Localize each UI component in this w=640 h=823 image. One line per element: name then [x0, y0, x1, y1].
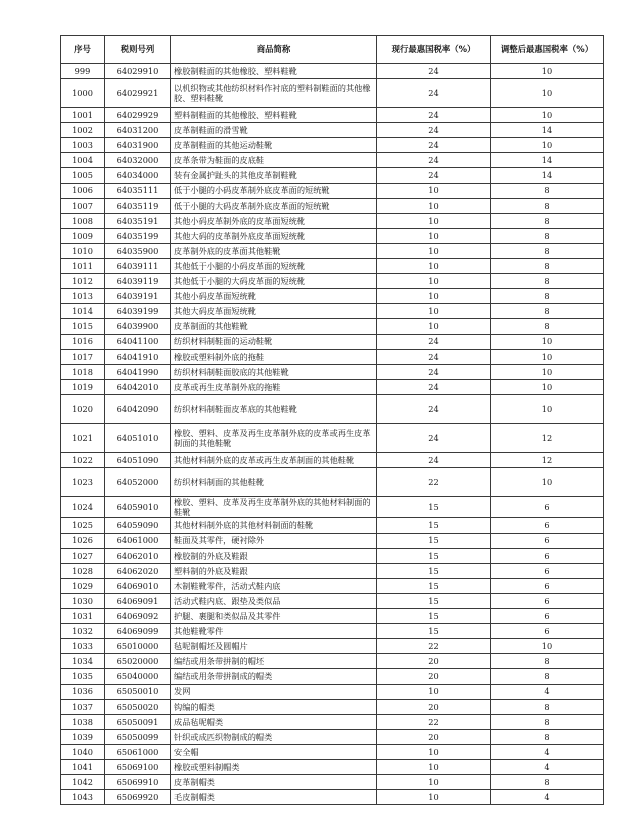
table-row [61, 138, 604, 153]
cell-seq: 1039 [61, 729, 105, 744]
cell-name: 编结或用条带拼制成的帽类 [171, 669, 377, 684]
cell-adjusted-rate: 6 [491, 518, 604, 533]
cell-adjusted-rate: 14 [491, 168, 604, 183]
table-row [61, 624, 604, 639]
cell-adjusted-rate: 8 [491, 654, 604, 669]
cell-name: 其他材料制外底的皮革或再生皮革制面的其他鞋靴 [171, 452, 377, 467]
header-name: 商品简称 [171, 36, 377, 64]
cell-adjusted-rate: 8 [491, 228, 604, 243]
cell-code: 64042010 [105, 379, 171, 394]
cell-code: 64069091 [105, 593, 171, 608]
cell-current-rate: 24 [377, 334, 491, 349]
table-row [61, 349, 604, 364]
cell-code: 64042090 [105, 394, 171, 423]
cell-name: 护腿、裹腿和类似品及其零件 [171, 609, 377, 624]
cell-seq: 1000 [61, 79, 105, 108]
cell-current-rate: 10 [377, 259, 491, 274]
cell-seq: 1016 [61, 334, 105, 349]
cell-adjusted-rate: 4 [491, 744, 604, 759]
cell-name: 活动式鞋内底、跟垫及类似品 [171, 593, 377, 608]
cell-seq: 1028 [61, 563, 105, 578]
cell-current-rate: 24 [377, 123, 491, 138]
cell-code: 64031200 [105, 123, 171, 138]
table-row [61, 213, 604, 228]
cell-current-rate: 20 [377, 729, 491, 744]
cell-name: 皮革制帽类 [171, 775, 377, 790]
cell-current-rate: 24 [377, 153, 491, 168]
cell-name: 纺织材料制面的其他鞋靴 [171, 467, 377, 496]
cell-current-rate: 24 [377, 423, 491, 452]
cell-name: 其他材料制外底的其他材料制面的鞋靴 [171, 518, 377, 533]
cell-adjusted-rate: 8 [491, 775, 604, 790]
cell-adjusted-rate: 10 [491, 394, 604, 423]
cell-current-rate: 15 [377, 578, 491, 593]
cell-code: 65050020 [105, 699, 171, 714]
cell-current-rate: 24 [377, 168, 491, 183]
cell-code: 64052000 [105, 467, 171, 496]
cell-adjusted-rate: 6 [491, 533, 604, 548]
cell-adjusted-rate: 10 [491, 64, 604, 79]
cell-seq: 1043 [61, 790, 105, 805]
cell-current-rate: 15 [377, 593, 491, 608]
cell-name: 橡胶或塑料制外底的拖鞋 [171, 349, 377, 364]
cell-adjusted-rate: 8 [491, 198, 604, 213]
table-row [61, 669, 604, 684]
cell-name: 其他大码皮革面短统靴 [171, 304, 377, 319]
cell-current-rate: 10 [377, 274, 491, 289]
cell-code: 64039191 [105, 289, 171, 304]
cell-current-rate: 10 [377, 183, 491, 198]
cell-adjusted-rate: 6 [491, 578, 604, 593]
cell-name: 橡胶制鞋面的其他橡胶、塑料鞋靴 [171, 64, 377, 79]
table-row [61, 79, 604, 108]
table-row [61, 714, 604, 729]
table-row [61, 744, 604, 759]
cell-adjusted-rate: 8 [491, 243, 604, 258]
cell-name: 塑料制鞋面的其他橡胶、塑料鞋靴 [171, 108, 377, 123]
header-current-rate: 现行最惠国税率（%） [377, 36, 491, 64]
cell-code: 64069092 [105, 609, 171, 624]
cell-code: 65050099 [105, 729, 171, 744]
cell-adjusted-rate: 6 [491, 624, 604, 639]
cell-name: 其他小码皮革面短统靴 [171, 289, 377, 304]
cell-adjusted-rate: 6 [491, 548, 604, 563]
cell-name: 鞋面及其零件，硬衬除外 [171, 533, 377, 548]
cell-current-rate: 24 [377, 138, 491, 153]
header-seq: 序号 [61, 36, 105, 64]
cell-adjusted-rate: 8 [491, 699, 604, 714]
cell-adjusted-rate: 10 [491, 138, 604, 153]
cell-name: 成品毡呢帽类 [171, 714, 377, 729]
cell-adjusted-rate: 10 [491, 108, 604, 123]
cell-seq: 999 [61, 64, 105, 79]
table-body [61, 64, 604, 805]
table-row [61, 452, 604, 467]
cell-current-rate: 24 [377, 349, 491, 364]
table-row [61, 790, 604, 805]
cell-code: 64062010 [105, 548, 171, 563]
table-row [61, 243, 604, 258]
cell-adjusted-rate: 8 [491, 274, 604, 289]
table-row [61, 684, 604, 699]
cell-adjusted-rate: 4 [491, 790, 604, 805]
cell-current-rate: 10 [377, 289, 491, 304]
cell-code: 64029910 [105, 64, 171, 79]
cell-name: 橡胶制的外底及鞋跟 [171, 548, 377, 563]
cell-adjusted-rate: 8 [491, 183, 604, 198]
cell-name: 低于小腿的大码皮革制外底皮革面的短统靴 [171, 198, 377, 213]
cell-current-rate: 24 [377, 364, 491, 379]
cell-seq: 1041 [61, 759, 105, 774]
cell-seq: 1009 [61, 228, 105, 243]
cell-code: 64041990 [105, 364, 171, 379]
cell-adjusted-rate: 10 [491, 364, 604, 379]
cell-adjusted-rate: 8 [491, 669, 604, 684]
cell-code: 64069099 [105, 624, 171, 639]
cell-adjusted-rate: 8 [491, 213, 604, 228]
cell-code: 64034000 [105, 168, 171, 183]
cell-adjusted-rate: 10 [491, 379, 604, 394]
table-row [61, 423, 604, 452]
cell-seq: 1031 [61, 609, 105, 624]
table-row [61, 699, 604, 714]
cell-name: 皮革制鞋面的滑雪靴 [171, 123, 377, 138]
table-row [61, 168, 604, 183]
cell-code: 65069100 [105, 759, 171, 774]
cell-name: 其他小码皮革制外底的皮革面短统靴 [171, 213, 377, 228]
header-code: 税则号列 [105, 36, 171, 64]
cell-seq: 1006 [61, 183, 105, 198]
cell-code: 64032000 [105, 153, 171, 168]
cell-current-rate: 10 [377, 213, 491, 228]
cell-seq: 1029 [61, 578, 105, 593]
cell-adjusted-rate: 8 [491, 319, 604, 334]
cell-adjusted-rate: 8 [491, 714, 604, 729]
cell-current-rate: 10 [377, 759, 491, 774]
cell-code: 64035199 [105, 228, 171, 243]
table-row [61, 593, 604, 608]
cell-current-rate: 10 [377, 744, 491, 759]
cell-name: 以机织物或其他纺织材料作衬底的塑料制鞋面的其他橡胶、塑料鞋靴 [171, 79, 377, 108]
cell-seq: 1036 [61, 684, 105, 699]
cell-name: 塑料制的外底及鞋跟 [171, 563, 377, 578]
cell-adjusted-rate: 14 [491, 123, 604, 138]
cell-adjusted-rate: 12 [491, 452, 604, 467]
cell-current-rate: 24 [377, 379, 491, 394]
cell-seq: 1026 [61, 533, 105, 548]
cell-seq: 1020 [61, 394, 105, 423]
cell-code: 64039119 [105, 274, 171, 289]
cell-name: 皮革制鞋面的其他运动鞋靴 [171, 138, 377, 153]
cell-seq: 1038 [61, 714, 105, 729]
cell-code: 64051090 [105, 452, 171, 467]
cell-name: 纺织材料制鞋面胶底的其他鞋靴 [171, 364, 377, 379]
cell-name: 橡胶、塑料、皮革及再生皮革制外底的其他材料制面的鞋靴 [171, 496, 377, 518]
cell-seq: 1027 [61, 548, 105, 563]
cell-seq: 1005 [61, 168, 105, 183]
cell-current-rate: 24 [377, 108, 491, 123]
cell-current-rate: 20 [377, 699, 491, 714]
cell-name: 皮革条带为鞋面的皮底鞋 [171, 153, 377, 168]
cell-adjusted-rate: 6 [491, 496, 604, 518]
cell-seq: 1011 [61, 259, 105, 274]
cell-code: 65069910 [105, 775, 171, 790]
cell-code: 64035111 [105, 183, 171, 198]
cell-name: 其他大码的皮革制外底皮革面短统靴 [171, 228, 377, 243]
cell-code: 64029921 [105, 79, 171, 108]
table-row [61, 563, 604, 578]
cell-adjusted-rate: 6 [491, 609, 604, 624]
cell-seq: 1014 [61, 304, 105, 319]
cell-code: 64031900 [105, 138, 171, 153]
cell-code: 65061000 [105, 744, 171, 759]
cell-current-rate: 10 [377, 198, 491, 213]
cell-adjusted-rate: 14 [491, 153, 604, 168]
cell-seq: 1030 [61, 593, 105, 608]
cell-current-rate: 24 [377, 452, 491, 467]
table-row [61, 123, 604, 138]
cell-seq: 1007 [61, 198, 105, 213]
cell-name: 纺织材料制鞋面的运动鞋靴 [171, 334, 377, 349]
cell-code: 64061000 [105, 533, 171, 548]
cell-code: 65050010 [105, 684, 171, 699]
cell-name: 毡呢制帽坯及圆帽片 [171, 639, 377, 654]
cell-current-rate: 10 [377, 790, 491, 805]
cell-seq: 1019 [61, 379, 105, 394]
cell-current-rate: 15 [377, 533, 491, 548]
header-adjusted-rate: 调整后最惠国税率（%） [491, 36, 604, 64]
cell-current-rate: 10 [377, 228, 491, 243]
cell-name: 毛皮制帽类 [171, 790, 377, 805]
cell-seq: 1001 [61, 108, 105, 123]
cell-code: 65010000 [105, 639, 171, 654]
cell-current-rate: 15 [377, 609, 491, 624]
cell-current-rate: 10 [377, 684, 491, 699]
cell-code: 64039111 [105, 259, 171, 274]
cell-adjusted-rate: 4 [491, 759, 604, 774]
cell-current-rate: 10 [377, 319, 491, 334]
cell-code: 64035900 [105, 243, 171, 258]
table-row [61, 548, 604, 563]
cell-current-rate: 24 [377, 64, 491, 79]
cell-code: 65040000 [105, 669, 171, 684]
cell-seq: 1018 [61, 364, 105, 379]
cell-seq: 1004 [61, 153, 105, 168]
cell-current-rate: 15 [377, 496, 491, 518]
cell-seq: 1008 [61, 213, 105, 228]
cell-code: 64035191 [105, 213, 171, 228]
table-row [61, 198, 604, 213]
cell-name: 其他鞋靴零件 [171, 624, 377, 639]
cell-current-rate: 10 [377, 775, 491, 790]
cell-seq: 1021 [61, 423, 105, 452]
cell-code: 65050091 [105, 714, 171, 729]
table-row [61, 518, 604, 533]
cell-code: 65020000 [105, 654, 171, 669]
cell-name: 编结或用条带拼制的帽坯 [171, 654, 377, 669]
cell-adjusted-rate: 8 [491, 259, 604, 274]
cell-seq: 1010 [61, 243, 105, 258]
table-row [61, 533, 604, 548]
cell-name: 其他低于小腿的大码皮革面的短统靴 [171, 274, 377, 289]
table-row [61, 609, 604, 624]
tariff-table [60, 35, 604, 805]
cell-name: 橡胶、塑料、皮革及再生皮革制外底的皮革或再生皮革制面的其他鞋靴 [171, 423, 377, 452]
cell-seq: 1017 [61, 349, 105, 364]
cell-name: 针织或成匹织物制成的帽类 [171, 729, 377, 744]
cell-name: 其他低于小腿的小码皮革面的短统靴 [171, 259, 377, 274]
cell-code: 64062020 [105, 563, 171, 578]
cell-name: 皮革或再生皮革制外底的拖鞋 [171, 379, 377, 394]
cell-current-rate: 20 [377, 654, 491, 669]
table-row [61, 654, 604, 669]
table-row [61, 379, 604, 394]
table-row [61, 289, 604, 304]
table-row [61, 183, 604, 198]
cell-name: 橡胶或塑料制帽类 [171, 759, 377, 774]
cell-code: 64039199 [105, 304, 171, 319]
table-row [61, 153, 604, 168]
cell-name: 装有金属护趾头的其他皮革制鞋靴 [171, 168, 377, 183]
table-row [61, 394, 604, 423]
cell-current-rate: 15 [377, 563, 491, 578]
cell-current-rate: 15 [377, 624, 491, 639]
table-row [61, 578, 604, 593]
cell-code: 64069010 [105, 578, 171, 593]
table-row [61, 639, 604, 654]
table-row [61, 496, 604, 518]
cell-current-rate: 10 [377, 304, 491, 319]
cell-adjusted-rate: 12 [491, 423, 604, 452]
table-row [61, 729, 604, 744]
cell-seq: 1024 [61, 496, 105, 518]
cell-code: 64059090 [105, 518, 171, 533]
cell-code: 64059010 [105, 496, 171, 518]
cell-seq: 1002 [61, 123, 105, 138]
cell-adjusted-rate: 10 [491, 639, 604, 654]
cell-code: 65069920 [105, 790, 171, 805]
cell-name: 皮革制面的其他鞋靴 [171, 319, 377, 334]
table-row [61, 228, 604, 243]
cell-seq: 1033 [61, 639, 105, 654]
table-row [61, 304, 604, 319]
table-row [61, 108, 604, 123]
cell-adjusted-rate: 8 [491, 304, 604, 319]
cell-current-rate: 24 [377, 394, 491, 423]
cell-adjusted-rate: 4 [491, 684, 604, 699]
cell-code: 64029929 [105, 108, 171, 123]
cell-seq: 1035 [61, 669, 105, 684]
cell-seq: 1025 [61, 518, 105, 533]
cell-name: 木制鞋靴零件，活动式鞋内底 [171, 578, 377, 593]
cell-seq: 1013 [61, 289, 105, 304]
table-row [61, 274, 604, 289]
cell-code: 64051010 [105, 423, 171, 452]
cell-current-rate: 22 [377, 639, 491, 654]
cell-name: 低于小腿的小码皮革制外底皮革面的短统靴 [171, 183, 377, 198]
cell-seq: 1032 [61, 624, 105, 639]
cell-name: 钩编的帽类 [171, 699, 377, 714]
cell-seq: 1023 [61, 467, 105, 496]
cell-adjusted-rate: 8 [491, 729, 604, 744]
cell-code: 64041100 [105, 334, 171, 349]
cell-adjusted-rate: 6 [491, 563, 604, 578]
cell-current-rate: 24 [377, 79, 491, 108]
cell-adjusted-rate: 10 [491, 467, 604, 496]
cell-seq: 1037 [61, 699, 105, 714]
table-row [61, 64, 604, 79]
cell-name: 发网 [171, 684, 377, 699]
cell-adjusted-rate: 10 [491, 79, 604, 108]
table-header-row [61, 36, 604, 64]
table-row [61, 364, 604, 379]
cell-current-rate: 15 [377, 518, 491, 533]
cell-name: 安全帽 [171, 744, 377, 759]
cell-code: 64039900 [105, 319, 171, 334]
cell-adjusted-rate: 8 [491, 289, 604, 304]
cell-seq: 1040 [61, 744, 105, 759]
cell-adjusted-rate: 10 [491, 334, 604, 349]
cell-adjusted-rate: 10 [491, 349, 604, 364]
cell-seq: 1012 [61, 274, 105, 289]
cell-adjusted-rate: 6 [491, 593, 604, 608]
table-row [61, 775, 604, 790]
table-row [61, 467, 604, 496]
cell-current-rate: 20 [377, 669, 491, 684]
cell-code: 64041910 [105, 349, 171, 364]
cell-current-rate: 22 [377, 714, 491, 729]
cell-code: 64035119 [105, 198, 171, 213]
table-row [61, 759, 604, 774]
cell-current-rate: 22 [377, 467, 491, 496]
cell-name: 皮革制外底的皮革面其他鞋靴 [171, 243, 377, 258]
cell-current-rate: 10 [377, 243, 491, 258]
cell-seq: 1015 [61, 319, 105, 334]
cell-name: 纺织材料制鞋面皮革底的其他鞋靴 [171, 394, 377, 423]
table-row [61, 319, 604, 334]
cell-current-rate: 15 [377, 548, 491, 563]
cell-seq: 1003 [61, 138, 105, 153]
table-row [61, 334, 604, 349]
table-row [61, 259, 604, 274]
cell-seq: 1034 [61, 654, 105, 669]
cell-seq: 1022 [61, 452, 105, 467]
cell-seq: 1042 [61, 775, 105, 790]
